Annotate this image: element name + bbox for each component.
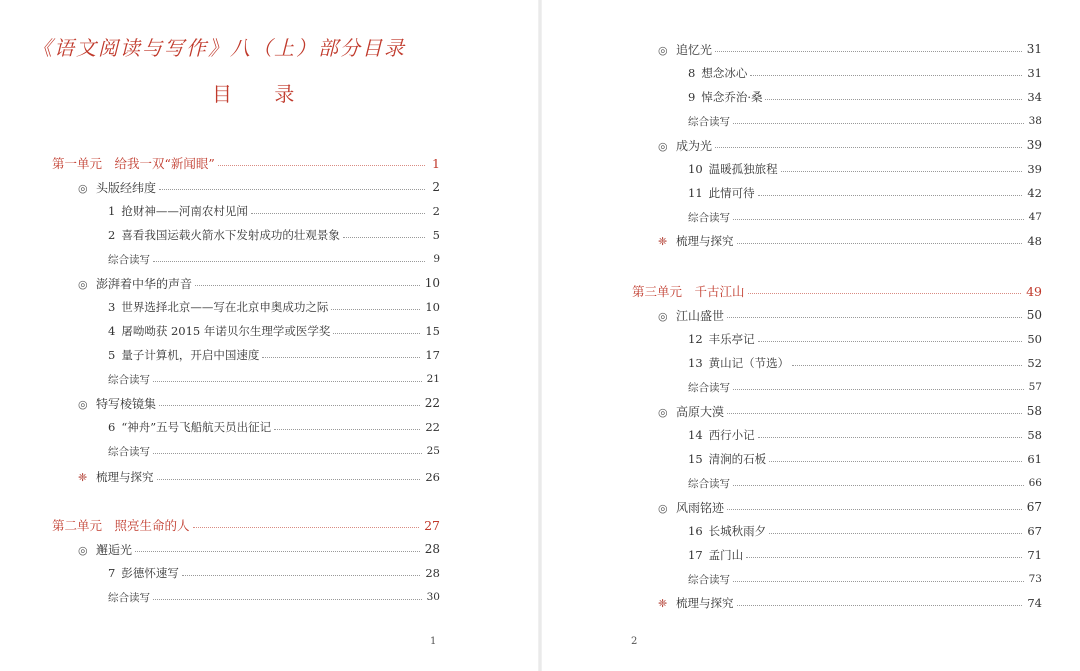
toc-entry-title: [108, 444, 153, 459]
double-circle-bullet-icon: ◎: [658, 405, 668, 419]
toc-entry-review: [78, 466, 440, 488]
toc-entry-text: 西行小记: [708, 428, 755, 442]
toc-page-number: 50: [1026, 308, 1042, 322]
toc-entry-text: “神舟”五号飞船航天员出征记: [121, 420, 272, 434]
toc-entry-sub: [688, 568, 1042, 590]
toc-heading: 目 录: [212, 82, 313, 106]
toc-page-number: 22: [424, 396, 440, 410]
toc-entry-number: 2: [108, 228, 116, 242]
toc-entry-title: [688, 427, 758, 443]
toc-entry-number: 1: [108, 204, 116, 218]
double-circle-bullet-icon: ◎: [658, 43, 668, 57]
toc-entry-item: [688, 86, 1042, 108]
dot-leader: [153, 599, 422, 600]
toc-entry-title: [108, 323, 333, 339]
toc-entry-text: 特写棱镜集: [96, 396, 157, 411]
toc-entry-sub: [108, 440, 440, 462]
toc-entry-text: 高原大漠: [676, 404, 725, 419]
toc-entry-number: 17: [688, 548, 703, 562]
toc-entry-section: [658, 496, 1042, 518]
dot-leader: [195, 285, 420, 286]
toc-page-number: 31: [1026, 42, 1042, 56]
toc-entry-text: 综合读写: [688, 211, 730, 224]
dot-leader: [727, 413, 1022, 414]
toc-page-number: 21: [426, 373, 440, 385]
toc-entry-title: [108, 590, 153, 605]
toc-entry-number: 3: [108, 300, 116, 314]
toc-page-number: 34: [1027, 90, 1042, 104]
toc-entry-sub: [108, 248, 440, 270]
toc-entry-title: [78, 541, 135, 558]
toc-entry-title: [688, 355, 792, 371]
toc-entry-text: 此情可待: [708, 186, 755, 200]
toc-entry-text: 综合读写: [688, 477, 730, 490]
dot-leader: [333, 333, 420, 334]
toc-page-number: 73: [1028, 573, 1042, 585]
toc-entry-title: [688, 523, 769, 539]
toc-page-number: 71: [1027, 548, 1042, 562]
dot-leader: [153, 381, 422, 382]
toc-entry-number: 6: [108, 420, 116, 434]
double-circle-bullet-icon: ◎: [658, 309, 668, 323]
toc-entry-text: 综合读写: [108, 591, 150, 604]
toc-entry-item: [688, 328, 1042, 350]
toc-entry-text: 综合读写: [108, 373, 150, 386]
toc-entry-section: [658, 304, 1042, 326]
toc-page-number: 26: [425, 470, 440, 484]
toc-entry-title: [52, 154, 218, 172]
toc-entry-number: 15: [688, 452, 703, 466]
toc-page-number: 50: [1027, 332, 1042, 346]
toc-entry-number: 7: [108, 566, 116, 580]
toc-entry-item: [108, 224, 440, 246]
dot-leader: [769, 461, 1022, 462]
double-circle-bullet-icon: ◎: [78, 543, 88, 557]
double-circle-bullet-icon: ◎: [78, 397, 88, 411]
dot-leader: [737, 243, 1023, 244]
dot-leader: [727, 317, 1022, 318]
toc-entry-number: 13: [688, 356, 703, 370]
dot-leader: [159, 189, 425, 190]
toc-page-number: 31: [1027, 66, 1042, 80]
toc-page-number: 28: [424, 542, 440, 556]
dot-leader: [733, 581, 1024, 582]
toc-entry-title: [658, 233, 737, 249]
toc-page-number: 42: [1027, 186, 1042, 200]
toc-entry-item: [688, 544, 1042, 566]
toc-page-number: 39: [1027, 162, 1042, 176]
toc-entry-title: [688, 185, 758, 201]
toc-entry-title: [688, 331, 758, 347]
toc-page-number: 67: [1027, 524, 1042, 538]
toc-page-number: 1: [432, 155, 440, 171]
toc-entry-sub: [688, 110, 1042, 132]
flower-bullet-icon: ❈: [658, 235, 668, 248]
toc-entry-review: [658, 230, 1042, 252]
toc-entry-text: 澎湃着中华的声音: [96, 276, 193, 291]
toc-entry-text: 综合读写: [108, 445, 150, 458]
toc-page-number: 9: [433, 253, 440, 265]
toc-page-number: 58: [1026, 404, 1042, 418]
dot-leader: [193, 527, 420, 528]
dot-leader: [182, 575, 421, 576]
dot-leader: [262, 357, 420, 358]
toc-entry-text: 长城秋雨夕: [708, 524, 767, 538]
toc-entry-item: [108, 416, 440, 438]
double-circle-bullet-icon: ◎: [78, 277, 88, 291]
toc-entry-text: 世界选择北京——写在北京申奥成功之际: [121, 300, 329, 314]
toc-entry-text: 江山盛世: [676, 308, 725, 323]
double-circle-bullet-icon: ◎: [78, 181, 88, 195]
toc-entry-title: [632, 282, 748, 300]
toc-entry-number: 5: [108, 348, 116, 362]
toc-entry-text: 第三单元 千古江山: [632, 284, 745, 299]
dot-leader: [343, 237, 425, 238]
toc-entry-title: [688, 476, 733, 491]
toc-entry-item: [108, 296, 440, 318]
dot-leader: [765, 99, 1022, 100]
flower-bullet-icon: ❈: [78, 471, 88, 484]
dot-leader: [748, 293, 1022, 294]
toc-entry-title: [78, 469, 157, 485]
toc-page-number: 66: [1028, 477, 1042, 489]
toc-entry-title: [688, 161, 781, 177]
toc-entry-sub: [108, 586, 440, 608]
toc-entry-title: [658, 307, 727, 324]
toc-entry-title: [108, 252, 153, 267]
toc-entry-title: [78, 179, 159, 196]
toc-page-number: 25: [426, 445, 440, 457]
dot-leader: [135, 551, 420, 552]
toc-entry-text: 温暖孤独旅程: [708, 162, 778, 176]
toc-entry-sub: [688, 472, 1042, 494]
dot-leader: [781, 171, 1023, 172]
toc-entry-title: [658, 595, 737, 611]
dot-leader: [218, 165, 425, 166]
dot-leader: [733, 123, 1024, 124]
toc-entry-text: 风雨铭迹: [676, 500, 725, 515]
toc-entry-item: [688, 448, 1042, 470]
toc-page-number: 74: [1027, 596, 1042, 610]
toc-page-number: 38: [1028, 115, 1042, 127]
toc-page-number: 67: [1026, 500, 1042, 514]
dot-leader: [733, 485, 1024, 486]
toc-page-number: 2: [432, 204, 440, 218]
dot-leader: [715, 147, 1022, 148]
toc-entry-section: [78, 272, 440, 294]
toc-entry-item: [688, 424, 1042, 446]
toc-entry-title: [658, 499, 727, 516]
toc-entry-number: 11: [688, 186, 703, 200]
toc-entry-section: [78, 538, 440, 560]
toc-entry-title: [78, 395, 159, 412]
toc-entry-item: [108, 200, 440, 222]
dot-leader: [737, 605, 1023, 606]
toc-entry-title: [78, 275, 195, 292]
toc-entry-text: 丰乐亭记: [708, 332, 755, 346]
toc-entry-section: [658, 38, 1042, 60]
toc-entry-item: [108, 344, 440, 366]
dot-leader: [792, 365, 1022, 366]
dot-leader: [733, 389, 1024, 390]
toc-page-number: 28: [425, 566, 440, 580]
toc-entry-text: 悼念乔治·桑: [701, 90, 763, 104]
toc-entry-title: [658, 41, 715, 58]
toc-entry-unit: [632, 280, 1042, 302]
toc-entry-text: 想念冰心: [701, 66, 748, 80]
flower-bullet-icon: ❈: [658, 597, 668, 610]
toc-entry-title: [108, 419, 274, 435]
toc-entry-section: [658, 134, 1042, 156]
dot-leader: [157, 479, 421, 480]
dot-leader: [715, 51, 1022, 52]
toc-entry-title: [688, 89, 765, 105]
dot-leader: [727, 509, 1022, 510]
toc-entry-number: 9: [688, 90, 696, 104]
toc-entry-item: [688, 520, 1042, 542]
toc-page-number: 48: [1027, 234, 1042, 248]
toc-entry-sub: [688, 206, 1042, 228]
dot-leader: [746, 557, 1022, 558]
toc-entry-title: [108, 372, 153, 387]
toc-entry-item: [108, 320, 440, 342]
toc-page-number: 61: [1027, 452, 1042, 466]
toc-entry-text: 屠呦呦获 2015 年诺贝尔生理学或医学奖: [121, 324, 331, 338]
toc-entry-text: 综合读写: [688, 381, 730, 394]
toc-page-number: 57: [1028, 381, 1042, 393]
page-number: 1: [430, 636, 437, 647]
toc-page-number: 58: [1027, 428, 1042, 442]
toc-entry-title: [108, 203, 251, 219]
toc-entry-text: 第二单元 照亮生命的人: [52, 518, 190, 533]
toc-entry-title: [688, 65, 750, 81]
toc-page-number: 49: [1026, 283, 1042, 299]
toc-entry-text: 邂逅光: [96, 542, 133, 557]
toc-entry-text: 综合读写: [108, 253, 150, 266]
toc-entry-title: [108, 347, 262, 363]
toc-entry-title: [658, 137, 715, 154]
double-circle-bullet-icon: ◎: [658, 139, 668, 153]
dot-leader: [758, 341, 1023, 342]
toc-entry-text: 黄山记（节选）: [708, 356, 790, 370]
dot-leader: [153, 261, 425, 262]
toc-entry-sub: [688, 376, 1042, 398]
toc-entry-title: [688, 451, 769, 467]
dot-leader: [159, 405, 420, 406]
dot-leader: [251, 213, 425, 214]
toc-entry-number: 12: [688, 332, 703, 346]
toc-entry-title: [658, 403, 727, 420]
toc-page-number: 27: [424, 517, 440, 533]
toc-entry-review: [658, 592, 1042, 614]
toc-page-number: 30: [426, 591, 440, 603]
toc-entry-text: 清涧的石板: [708, 452, 767, 466]
toc-entry-sub: [108, 368, 440, 390]
toc-page-number: 17: [425, 348, 440, 362]
toc-entry-text: 梳理与探究: [96, 470, 154, 484]
toc-entry-number: 4: [108, 324, 116, 338]
document-title: 《语文阅读与写作》八（上）部分目录: [32, 36, 406, 60]
dot-leader: [733, 219, 1024, 220]
right-page: [540, 0, 1080, 671]
page-number: 2: [631, 636, 638, 647]
toc-entry-text: 梳理与探究: [676, 596, 734, 610]
toc-entry-text: 追忆光: [676, 42, 713, 57]
toc-entry-item: [688, 62, 1042, 84]
dot-leader: [758, 195, 1023, 196]
toc-entry-number: 16: [688, 524, 703, 538]
toc-entry-section: [78, 176, 440, 198]
dot-leader: [331, 309, 420, 310]
toc-entry-title: [108, 565, 182, 581]
toc-entry-item: [108, 562, 440, 584]
toc-entry-title: [688, 547, 746, 563]
toc-entry-number: 8: [688, 66, 696, 80]
toc-entry-title: [688, 114, 733, 129]
toc-entry-title: [52, 516, 193, 534]
toc-page-number: 10: [425, 300, 440, 314]
dot-leader: [769, 533, 1022, 534]
toc-entry-text: 量子计算机，开启中国速度: [121, 348, 260, 362]
toc-entry-unit: [52, 514, 440, 536]
toc-entry-text: 喜看我国运载火箭水下发射成功的壮观景象: [121, 228, 340, 242]
toc-entry-title: [688, 572, 733, 587]
toc-entry-text: 抢财神——河南农村见闻: [121, 204, 248, 218]
dot-leader: [153, 453, 422, 454]
double-circle-bullet-icon: ◎: [658, 501, 668, 515]
toc-entry-title: [108, 299, 331, 315]
dot-leader: [274, 429, 420, 430]
toc-entry-item: [688, 182, 1042, 204]
toc-entry-title: [108, 227, 343, 243]
toc-page-number: 15: [425, 324, 440, 338]
toc-page-number: 5: [432, 228, 440, 242]
toc-entry-item: [688, 352, 1042, 374]
toc-entry-text: 孟门山: [708, 548, 744, 562]
toc-entry-text: 成为光: [676, 138, 713, 153]
toc-page-number: 22: [425, 420, 440, 434]
toc-entry-number: 14: [688, 428, 703, 442]
toc-entry-unit: [52, 152, 440, 174]
toc-entry-section: [78, 392, 440, 414]
toc-entry-title: [688, 380, 733, 395]
toc-entry-text: 彭德怀速写: [121, 566, 179, 580]
toc-entry-title: [688, 210, 733, 225]
toc-page-number: 10: [424, 276, 440, 290]
toc-page-number: 47: [1028, 211, 1042, 223]
toc-entry-text: 梳理与探究: [676, 234, 734, 248]
toc-entry-text: 综合读写: [688, 115, 730, 128]
toc-page-number: 39: [1026, 138, 1042, 152]
toc-page-number: 52: [1027, 356, 1042, 370]
toc-entry-number: 10: [688, 162, 703, 176]
toc-entry-text: 第一单元 给我一双“新闻眼”: [52, 156, 215, 171]
toc-entry-text: 综合读写: [688, 573, 730, 586]
toc-entry-section: [658, 400, 1042, 422]
dot-leader: [758, 437, 1023, 438]
toc-page-number: 2: [432, 180, 440, 194]
toc-entry-item: [688, 158, 1042, 180]
toc-entry-text: 头版经纬度: [96, 180, 157, 195]
dot-leader: [750, 75, 1022, 76]
